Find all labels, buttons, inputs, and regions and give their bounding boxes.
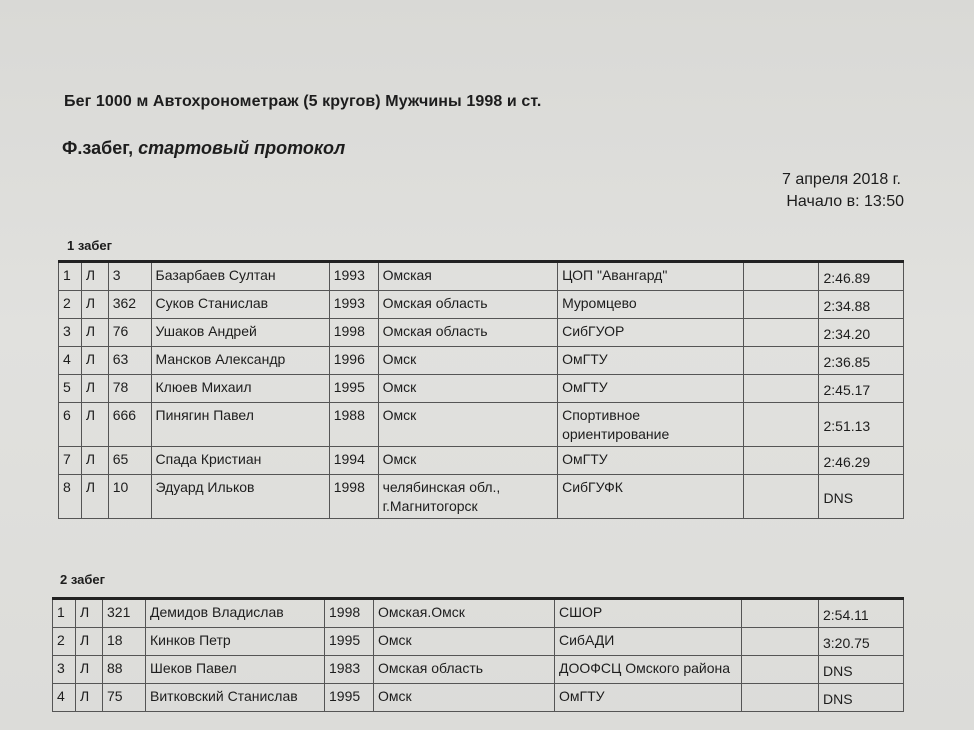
table-row: [59, 375, 904, 403]
cell-region: Омская: [378, 262, 558, 291]
cell-region: Омская область: [374, 656, 555, 684]
cell-bib: 75: [103, 684, 146, 712]
cell-lane: Л: [81, 347, 108, 375]
cell-region: Омск: [378, 403, 558, 447]
cell-pos: 3: [59, 319, 82, 347]
protocol-subtitle: [62, 138, 345, 159]
cell-lane: Л: [76, 656, 103, 684]
cell-name: Мансков Александр: [151, 347, 329, 375]
cell-name: Суков Станислав: [151, 291, 329, 319]
cell-region: Омская область: [378, 291, 558, 319]
cell-bib: 3: [108, 262, 151, 291]
cell-result: DNS: [819, 475, 904, 519]
cell-result: 2:46.29: [819, 447, 904, 475]
cell-pos: 1: [59, 262, 82, 291]
cell-pos: 4: [59, 347, 82, 375]
cell-blank: [742, 684, 819, 712]
cell-club: СибАДИ: [555, 628, 742, 656]
cell-region: Омская.Омск: [374, 599, 555, 628]
cell-bib: 362: [108, 291, 151, 319]
cell-pos: 2: [53, 628, 76, 656]
cell-bib: 63: [108, 347, 151, 375]
cell-pos: 6: [59, 403, 82, 447]
cell-club: ОмГТУ: [555, 684, 742, 712]
cell-pos: 4: [53, 684, 76, 712]
cell-pos: 2: [59, 291, 82, 319]
cell-name: Ушаков Андрей: [151, 319, 329, 347]
cell-lane: Л: [81, 319, 108, 347]
subtitle-kind: стартовый протокол: [138, 138, 346, 158]
cell-year: 1998: [329, 319, 378, 347]
cell-club: СШОР: [555, 599, 742, 628]
cell-region: Омск: [374, 628, 555, 656]
cell-name: Кинков Петр: [146, 628, 325, 656]
event-title: Бег 1000 м Автохронометраж (5 кругов) Мужчины 1998 и ст.: [64, 93, 542, 110]
cell-club: ОмГТУ: [558, 447, 744, 475]
cell-region: Омск: [374, 684, 555, 712]
cell-club: ЦОП "Авангард": [558, 262, 744, 291]
cell-result: 2:46.89: [819, 262, 904, 291]
cell-name: Спада Кристиан: [151, 447, 329, 475]
cell-lane: Л: [76, 599, 103, 628]
cell-bib: 10: [108, 475, 151, 519]
cell-region: Омск: [378, 447, 558, 475]
cell-name: Клюев Михаил: [151, 375, 329, 403]
cell-region: челябинская обл., г.Магнитогорск: [378, 475, 558, 519]
cell-lane: Л: [81, 403, 108, 447]
cell-result: DNS: [819, 684, 904, 712]
cell-blank: [743, 447, 819, 475]
cell-result: 2:54.11: [819, 599, 904, 628]
heat-1-label: 1 забег: [67, 238, 113, 253]
cell-bib: 65: [108, 447, 151, 475]
cell-bib: 78: [108, 375, 151, 403]
cell-name: Демидов Владислав: [146, 599, 325, 628]
event-date: 7 апреля 2018 г.: [782, 171, 901, 188]
cell-club: ОмГТУ: [558, 375, 744, 403]
cell-blank: [742, 656, 819, 684]
cell-pos: 1: [53, 599, 76, 628]
cell-result: 3:20.75: [819, 628, 904, 656]
cell-lane: Л: [81, 291, 108, 319]
cell-blank: [743, 375, 819, 403]
cell-name: Базарбаев Султан: [151, 262, 329, 291]
table-row: [59, 403, 904, 447]
cell-name: Витковский Станислав: [146, 684, 325, 712]
cell-bib: 88: [103, 656, 146, 684]
cell-blank: [743, 291, 819, 319]
cell-blank: [743, 319, 819, 347]
cell-pos: 3: [53, 656, 76, 684]
start-time: Начало в: 13:50: [786, 193, 904, 210]
cell-result: 2:34.20: [819, 319, 904, 347]
cell-lane: Л: [76, 684, 103, 712]
cell-name: Пинягин Павел: [151, 403, 329, 447]
cell-lane: Л: [81, 447, 108, 475]
cell-club: Муромцево: [558, 291, 744, 319]
cell-year: 1994: [329, 447, 378, 475]
cell-lane: Л: [81, 475, 108, 519]
cell-lane: Л: [81, 262, 108, 291]
subtitle-prefix: Ф.забег,: [62, 138, 134, 158]
cell-result: 2:45.17: [819, 375, 904, 403]
cell-bib: 666: [108, 403, 151, 447]
cell-name: Эдуард Ильков: [151, 475, 329, 519]
cell-lane: Л: [76, 628, 103, 656]
cell-pos: 7: [59, 447, 82, 475]
cell-pos: 8: [59, 475, 82, 519]
cell-name: Шеков Павел: [146, 656, 325, 684]
cell-year: 1983: [325, 656, 374, 684]
cell-club: ДООФСЦ Омского района: [555, 656, 742, 684]
cell-region: Омск: [378, 347, 558, 375]
cell-blank: [743, 403, 819, 447]
cell-year: 1995: [325, 628, 374, 656]
cell-result: 2:51.13: [819, 403, 904, 447]
cell-year: 1998: [325, 599, 374, 628]
cell-year: 1995: [325, 684, 374, 712]
cell-year: 1998: [329, 475, 378, 519]
table-row: [53, 599, 904, 628]
cell-club: Спортивное ориентирование: [558, 403, 744, 447]
table-row: [59, 262, 904, 291]
cell-blank: [742, 628, 819, 656]
table-row: [59, 475, 904, 519]
cell-bib: 18: [103, 628, 146, 656]
table-row: [53, 656, 904, 684]
cell-result: 2:36.85: [819, 347, 904, 375]
cell-blank: [742, 599, 819, 628]
cell-bib: 321: [103, 599, 146, 628]
cell-pos: 5: [59, 375, 82, 403]
table-row: [59, 347, 904, 375]
cell-region: Омская область: [378, 319, 558, 347]
cell-year: 1993: [329, 262, 378, 291]
table-row: [53, 684, 904, 712]
cell-club: СибГУФК: [558, 475, 744, 519]
cell-result: 2:34.88: [819, 291, 904, 319]
cell-lane: Л: [81, 375, 108, 403]
cell-region: Омск: [378, 375, 558, 403]
heat-2-label: 2 забег: [60, 572, 106, 587]
cell-club: ОмГТУ: [558, 347, 744, 375]
cell-result: DNS: [819, 656, 904, 684]
heat-2-table: [52, 597, 904, 712]
cell-year: 1995: [329, 375, 378, 403]
table-row: [59, 447, 904, 475]
table-row: [59, 291, 904, 319]
cell-blank: [743, 475, 819, 519]
table-row: [59, 319, 904, 347]
cell-year: 1988: [329, 403, 378, 447]
heat-1-table: [58, 260, 904, 519]
cell-bib: 76: [108, 319, 151, 347]
cell-year: 1996: [329, 347, 378, 375]
cell-year: 1993: [329, 291, 378, 319]
cell-club: СибГУОР: [558, 319, 744, 347]
cell-blank: [743, 262, 819, 291]
cell-blank: [743, 347, 819, 375]
table-row: [53, 628, 904, 656]
